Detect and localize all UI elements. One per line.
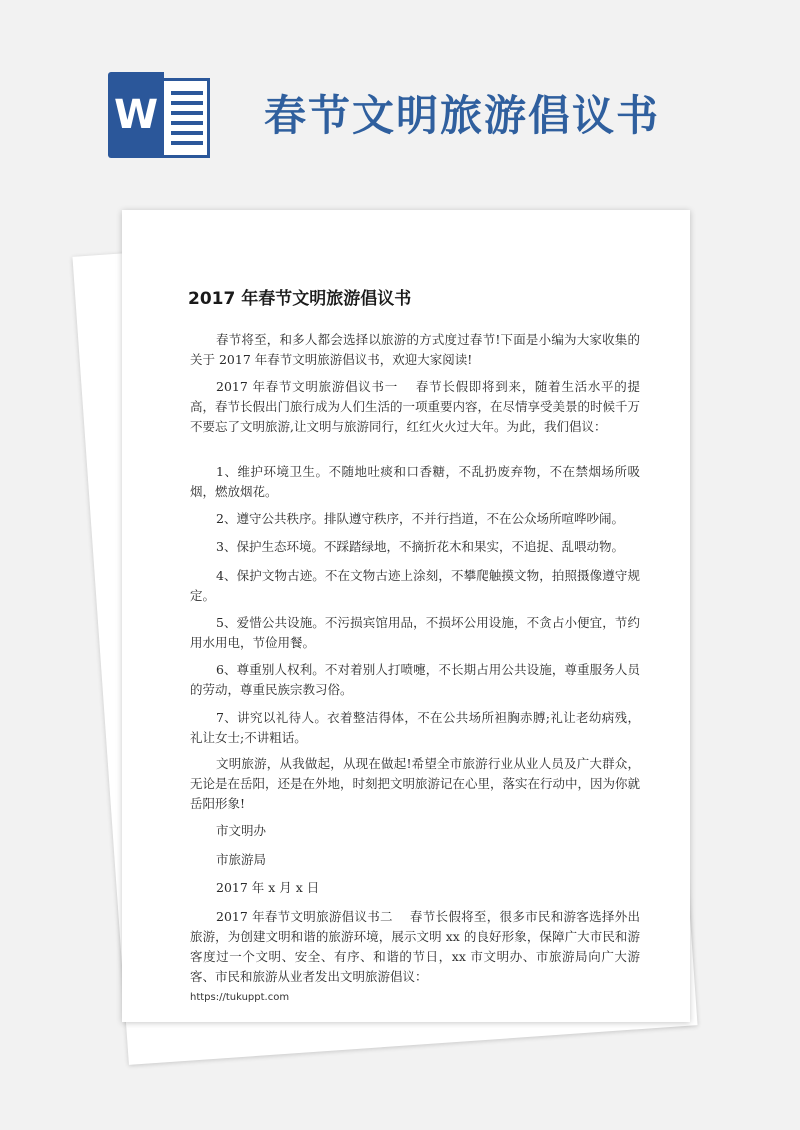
document-date: 2017 年 x 月 x 日: [216, 880, 320, 895]
list-item-5: 5、爱惜公共设施。不污损宾馆用品，不损坏公用设施，不贪占小便宜，节约用水用电，节俭用餐。: [190, 615, 640, 650]
word-logo-letter: W: [108, 72, 164, 158]
list-item-3: 3、保护生态环境。不踩踏绿地，不摘折花木和果实，不追捉、乱喂动物。: [216, 539, 624, 554]
signature-civilization-office: 市文明办: [216, 823, 267, 838]
word-logo-icon: [108, 72, 212, 158]
document-title: 2017 年春节文明旅游倡议书: [188, 289, 412, 309]
header-title: 春节文明旅游倡议书: [264, 91, 661, 140]
part-one-paragraph: 2017 年春节文明旅游倡议书一 春节长假即将到来，随着生活水平的提高，春节长假出门旅行成为人们生活的一项重要内容，在尽情享受美景的时候千万不要忘了文明旅游,让文明与旅游同行，红红火火过大年。为此，我们倡议：: [190, 379, 641, 434]
list-item-4: 4、保护文物古迹。不在文物古迹上涂刻，不攀爬触摸文物，拍照摄像遵守规定。: [190, 568, 640, 603]
source-url-link[interactable]: https://tukuppt.com: [190, 992, 290, 1003]
signature-tourism-bureau: 市旅游局: [216, 852, 267, 867]
intro-paragraph: 春节将至，和多人都会选择以旅游的方式度过春节!下面是小编为大家收集的关于 2017 年春节文明旅游倡议书，欢迎大家阅读!: [190, 332, 640, 367]
part-two-paragraph: 2017 年春节文明旅游倡议书二 春节长假将至，很多市民和游客选择外出旅游，为创建文明和谐的旅游环境，展示文明 xx 的良好形象，保障广大市民和游客度过一个文明、安全、有序、和谐的节日，xx 市文明办、市旅游局向广大游客、市民和旅游从业者发出文明旅游倡议：: [190, 909, 640, 984]
closing-paragraph: 文明旅游，从我做起，从现在做起!希望全市旅游行业从业人员及广大群众，无论是在岳阳，还是在外地，时刻把文明旅游记在心里，落实在行动中，因为你就岳阳形象!: [190, 756, 641, 811]
list-item-2: 2、遵守公共秩序。排队遵守秩序，不并行挡道，不在公众场所喧哗吵闹。: [216, 511, 624, 526]
list-item-1: 1、维护环境卫生。不随地吐痰和口香糖，不乱扔废弃物，不在禁烟场所吸烟，燃放烟花。: [190, 464, 640, 499]
list-item-7: 7、讲究以礼待人。衣着整洁得体，不在公共场所袒胸赤膊;礼让老幼病残，礼让女士;不讲粗话。: [190, 710, 640, 745]
page-header: [0, 0, 800, 200]
list-item-6: 6、尊重别人权利。不对着别人打喷嚏，不长期占用公共设施，尊重服务人员的劳动，尊重民族宗教习俗。: [190, 662, 640, 697]
